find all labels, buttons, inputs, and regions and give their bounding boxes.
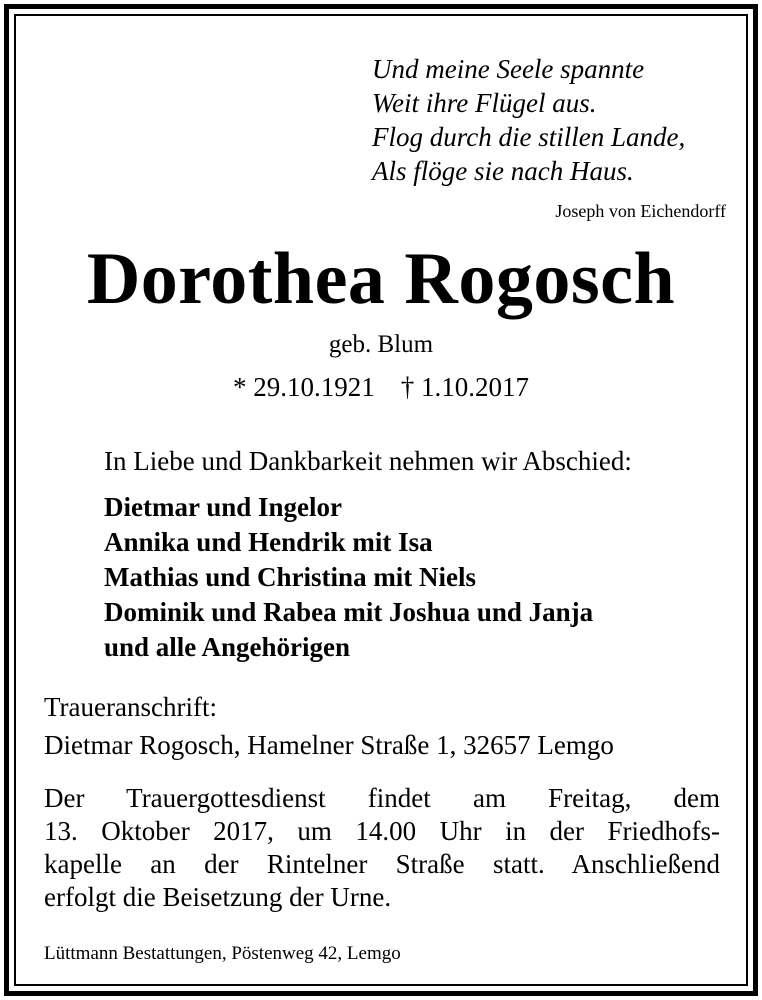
mourner-line: und alle Angehörigen xyxy=(104,632,351,662)
poem xyxy=(372,52,685,188)
funeral-home: Lüttmann Bestattungen, Pöstenweg 42, Lemgo xyxy=(44,943,401,964)
mourner-line: Dietmar und Ingelor xyxy=(104,492,343,522)
poem-line: Flog durch die stillen Lande, xyxy=(372,122,686,152)
mourner-line: Mathias und Christina mit Niels xyxy=(104,562,477,592)
birth-date: * 29.10.1921 xyxy=(233,372,375,402)
poem-author: Joseph von Eichendorff xyxy=(555,201,726,221)
service-info xyxy=(44,782,720,914)
poem-line: Weit ihre Flügel aus. xyxy=(372,88,597,118)
poem-line: Als flöge sie nach Haus. xyxy=(372,156,634,186)
poem-line: Und meine Seele spannte xyxy=(372,54,645,84)
mourner-line: Dominik und Rabea mit Joshua und Janja xyxy=(104,597,594,627)
service-line: Der Trauergottesdienst findet am Freitag, dem xyxy=(44,783,720,813)
mourners-list xyxy=(104,490,593,665)
farewell-intro: In Liebe und Dankbarkeit nehmen wir Abschied: xyxy=(104,446,632,476)
service-line: erfolgt die Beisetzung der Urne. xyxy=(44,882,392,912)
service-line: 13. Oktober 2017, um 14.00 Uhr in der Friedhofs- xyxy=(44,816,720,846)
life-dates xyxy=(0,370,762,404)
maiden-name: geb. Blum xyxy=(328,331,434,358)
address-label: Traueranschrift: xyxy=(44,692,217,722)
death-date: † 1.10.2017 xyxy=(400,372,529,402)
service-line: kapelle an der Rintelner Straße statt. Anschließend xyxy=(44,849,720,879)
deceased-name: Dorothea Rogosch xyxy=(86,238,676,320)
mourner-line: Annika und Hendrik mit Isa xyxy=(104,527,433,557)
address-value: Dietmar Rogosch, Hamelner Straße 1, 32657 Lemgo xyxy=(44,730,614,760)
